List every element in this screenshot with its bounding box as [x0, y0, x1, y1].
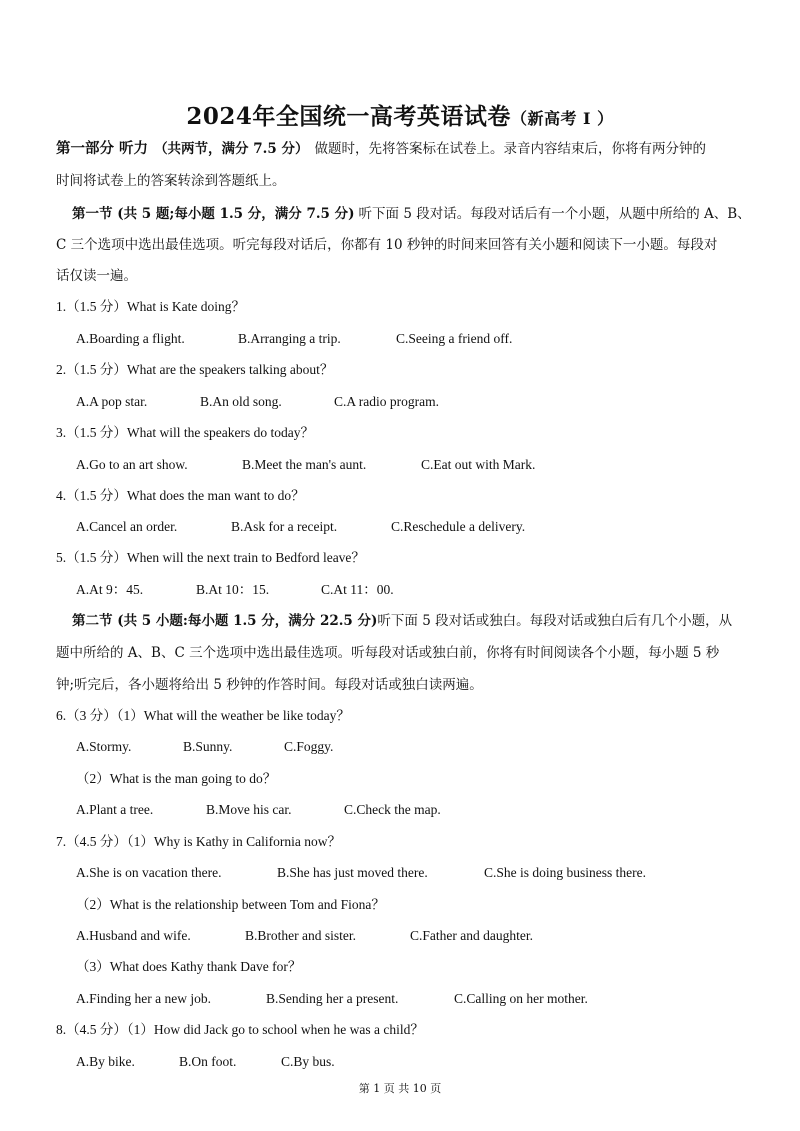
question-2-option-a: A.A pop star.	[76, 394, 148, 409]
section2-instructions-a: 听下面 5 段对话或独白。每段对话或独白后有几个小题，从	[377, 613, 733, 629]
question-4-option-a: A.Cancel an order.	[76, 519, 178, 534]
section2-instructions-b: 题中所给的 A、B、C 三个选项中选出最佳选项。听每段对话或独白前，你将有时间阅读各个小题，每小题 5 秒	[56, 645, 720, 661]
part1-instructions-a: 做题时，先将答案标在试卷上。录音内容结束后，你将有两分钟的	[314, 141, 706, 157]
question-8-1-option-b: B.On foot.	[179, 1054, 237, 1069]
question-1-option-c: C.Seeing a friend off.	[396, 331, 513, 346]
question-3-option-a: A.Go to an art show.	[76, 457, 188, 472]
question-8-1-option-a: A.By bike.	[76, 1054, 135, 1069]
question-2: 2.（1.5 分）What are the speakers talking about？	[56, 362, 334, 377]
question-6-1-option-b: B.Sunny.	[183, 739, 233, 754]
question-5: 5.（1.5 分）When will the next train to Bedford leave？	[56, 550, 365, 565]
question-4-option-c: C.Reschedule a delivery.	[391, 519, 526, 534]
question-6-2-option-b: B.Move his car.	[206, 802, 292, 817]
question-6-1-option-c: C.Foggy.	[284, 739, 334, 754]
question-8-1-option-c: C.By bus.	[281, 1054, 335, 1069]
exam-title-sub: （新高考 I ）	[510, 109, 614, 128]
question-5-option-a: A.At 9：45.	[76, 582, 144, 597]
part1-line-1	[56, 139, 706, 159]
question-8-1: 8.（4.5 分）（1）How did Jack go to school when he was a child？	[56, 1022, 424, 1037]
question-6-1-option-a: A.Stormy.	[76, 739, 132, 754]
question-6-1: 6.（3 分）（1）What will the weather be like today？	[56, 708, 350, 723]
section2-instructions-c: 钟;听完后，各小题将给出 5 秒钟的作答时间。每段对话或独白读两遍。	[56, 677, 483, 693]
exam-title	[0, 98, 800, 131]
part1-heading: 第一部分 听力	[56, 140, 149, 157]
question-7-2-option-a: A.Husband and wife.	[76, 928, 191, 943]
section1-instructions-a: 听下面 5 段对话。每段对话后有一个小题，从题中所给的 A、B、	[358, 206, 751, 222]
question-7-1: 7.（4.5 分）（1）Why is Kathy in California now？	[56, 834, 341, 849]
section2-heading: 第二节 (共 5 小题:每小题 1.5 分，满分 22.5 分)	[72, 613, 378, 629]
question-3: 3.（1.5 分）What will the speakers do today？	[56, 425, 314, 440]
question-7-2: （2）What is the relationship between Tom and Fiona？	[76, 897, 385, 912]
question-7-3-option-b: B.Sending her a present.	[266, 991, 399, 1006]
question-5-option-b: B.At 10：15.	[196, 582, 270, 597]
section1-heading: 第一节 (共 5 题;每小题 1.5 分，满分 7.5 分)	[72, 206, 355, 222]
question-3-option-c: C.Eat out with Mark.	[421, 457, 536, 472]
question-3-option-b: B.Meet the man's aunt.	[242, 457, 367, 472]
question-7-2-option-b: B.Brother and sister.	[245, 928, 356, 943]
question-1-option-a: A.Boarding a flight.	[76, 331, 185, 346]
section1-instructions-c: 话仅读一遍。	[56, 268, 137, 284]
question-6-2-option-c: C.Check the map.	[344, 802, 441, 817]
section1-instructions-b: C 三个选项中选出最佳选项。听完每段对话后，你都有 10 秒钟的时间来回答有关小题和阅读下一小题。每段对	[56, 237, 718, 253]
question-2-option-c: C.A radio program.	[334, 394, 439, 409]
question-7-3-option-c: C.Calling on her mother.	[454, 991, 588, 1006]
question-6-2: （2）What is the man going to do？	[76, 771, 277, 786]
question-7-1-option-a: A.She is on vacation there.	[76, 865, 222, 880]
question-1-option-b: B.Arranging a trip.	[238, 331, 341, 346]
page-footer: 第 1 页 共 10 页	[358, 1082, 442, 1095]
exam-title-main: 2024年全国统一高考英语试卷	[186, 103, 511, 130]
question-6-2-option-a: A.Plant a tree.	[76, 802, 154, 817]
section1-line-1	[72, 204, 751, 224]
question-4: 4.（1.5 分）What does the man want to do？	[56, 488, 305, 503]
question-7-2-option-c: C.Father and daughter.	[410, 928, 533, 943]
part1-points: （共两节，满分 7.5 分）	[154, 141, 309, 157]
question-1: 1.（1.5 分）What is Kate doing？	[56, 299, 245, 314]
part1-instructions-b: 时间将试卷上的答案转涂到答题纸上。	[56, 173, 286, 189]
question-7-3: （3）What does Kathy thank Dave for？	[76, 959, 302, 974]
question-4-option-b: B.Ask for a receipt.	[231, 519, 338, 534]
question-7-1-option-c: C.She is doing business there.	[484, 865, 646, 880]
question-2-option-b: B.An old song.	[200, 394, 282, 409]
question-5-option-c: C.At 11：00.	[321, 582, 394, 597]
question-7-1-option-b: B.She has just moved there.	[277, 865, 428, 880]
question-7-3-option-a: A.Finding her a new job.	[76, 991, 211, 1006]
section2-line-1	[72, 611, 732, 631]
